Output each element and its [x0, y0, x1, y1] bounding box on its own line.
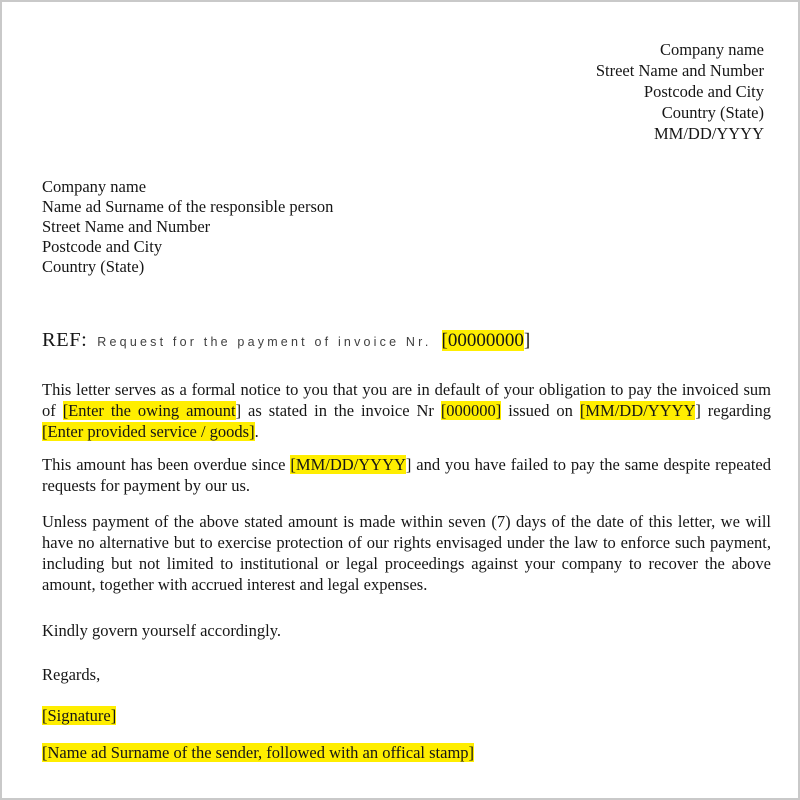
sender-name-stamp-placeholder[interactable]: [Name ad Surname of the sender, followed with an offical stamp] — [42, 743, 475, 762]
sender-address-block — [596, 39, 764, 144]
body-text: This letter serves as a formal notice to you that you are in default of your obligation to pay the invoiced sum of — [42, 380, 771, 420]
recipient-responsible-person: Name ad Surname of the responsible person — [42, 197, 334, 216]
recipient-country: Country (State) — [42, 257, 145, 276]
signature-placeholder[interactable]: [Signature] — [42, 706, 117, 725]
recipient-company-name: Company name — [42, 177, 147, 196]
ref-subject: Request for the payment of invoice Nr. — [97, 335, 432, 349]
sender-company-name: Company name — [659, 40, 764, 59]
ref-closing-bracket: ] — [523, 330, 531, 351]
reference-line — [42, 329, 530, 352]
invoice-number-placeholder[interactable]: [00000000 — [441, 330, 524, 351]
sender-name-stamp-line — [42, 742, 474, 763]
recipient-postcode-city: Postcode and City — [42, 237, 163, 256]
closing-line: Kindly govern yourself accordingly. — [42, 621, 282, 640]
issue-date-placeholder[interactable]: [MM/DD/YYYY — [579, 401, 696, 420]
body-text: issued on — [501, 401, 580, 420]
recipient-street: Street Name and Number — [42, 217, 211, 236]
sender-country: Country (State) — [661, 103, 764, 122]
regards-line: Regards, — [42, 665, 101, 684]
letter-date: MM/DD/YYYY — [653, 124, 764, 143]
invoice-number — [442, 330, 531, 351]
body-text: ] and you have failed to pay the same despite repeated requests for payment by our us. — [42, 455, 771, 495]
paragraph-formal-notice — [42, 379, 771, 442]
signature-line — [42, 705, 116, 726]
body-text: ] regarding — [695, 401, 772, 420]
owing-amount-placeholder[interactable]: [Enter the owing amount — [62, 401, 236, 420]
service-goods-placeholder[interactable]: [Enter provided service / goods] — [42, 422, 255, 441]
sender-postcode-city: Postcode and City — [643, 82, 764, 101]
sender-street: Street Name and Number — [595, 61, 764, 80]
body-text: This amount has been overdue since — [42, 455, 291, 474]
overdue-date-placeholder[interactable]: [MM/DD/YYYY — [290, 455, 406, 474]
body-text: . — [254, 422, 259, 441]
paragraph-legal-warning: Unless payment of the above stated amount is made within seven (7) days of the date of this letter, we will have no alternative but to exercise protection of our rights envisaged under the law to enforce such payment, including but not limited to institutional or legal proceedings against your company to recover the above amount, together with accrued interest and legal expenses. — [42, 512, 771, 594]
body-text: ] as stated in the invoice Nr — [235, 401, 441, 420]
ref-label: REF: — [42, 329, 88, 351]
paragraph-overdue — [42, 454, 771, 496]
invoice-nr-placeholder[interactable]: [000000] — [440, 401, 502, 420]
recipient-address-block — [42, 177, 333, 277]
